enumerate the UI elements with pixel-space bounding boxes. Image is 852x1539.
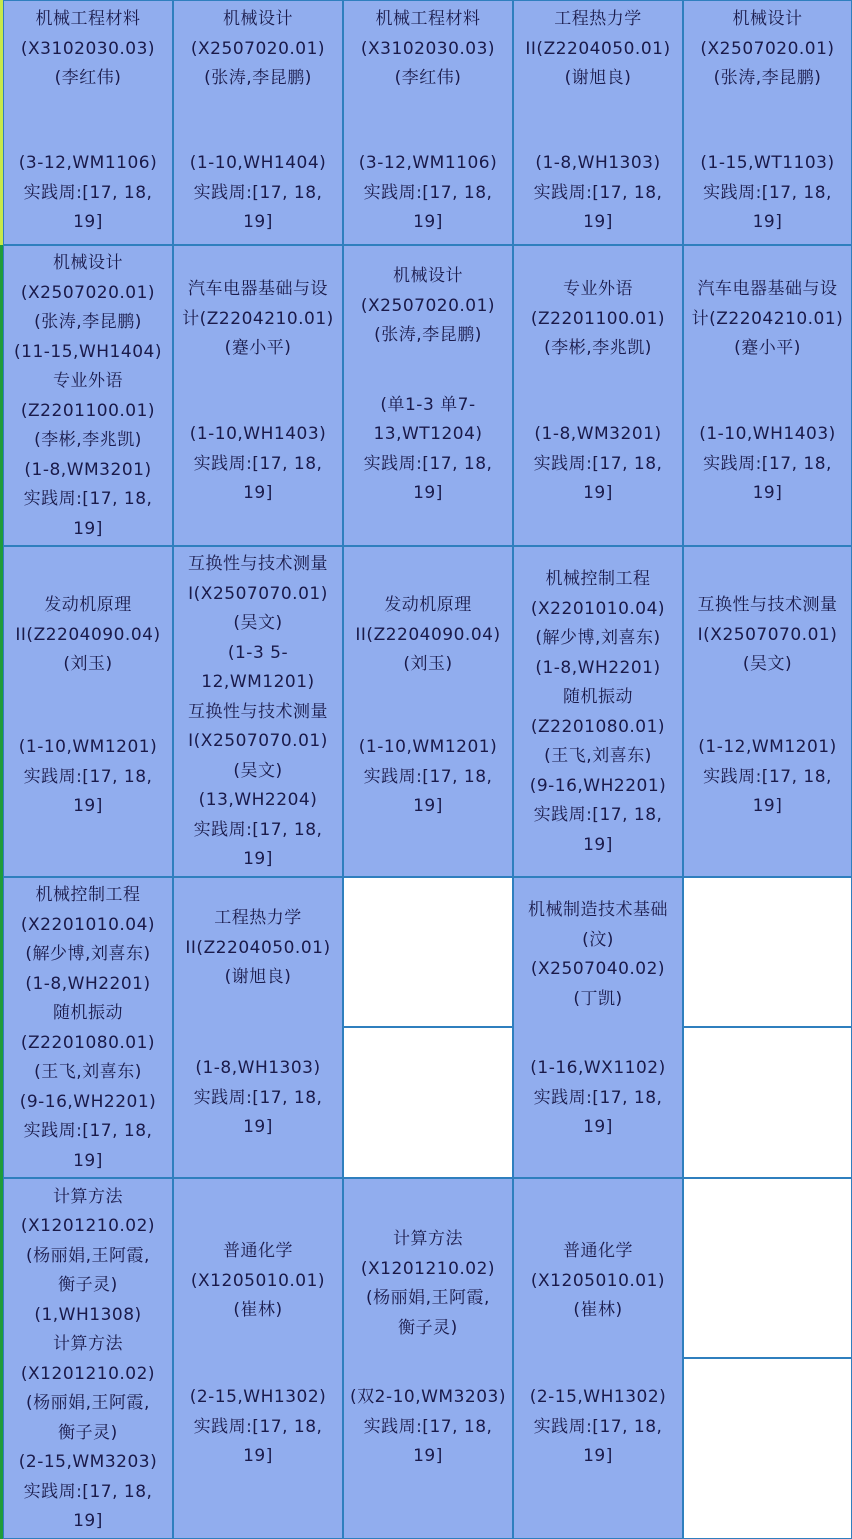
course-line: 实践周:[17, 18, [23,1481,153,1502]
course-line: (1-10,WM1201) [18,737,158,757]
course-line: (1-8,WH2201) [535,657,661,678]
course-line: (谢旭良) [224,967,292,987]
course-line: (X1205010.01) [530,1270,666,1291]
course-line: 衡子灵) [58,1422,118,1443]
course-line: (1,WH1308) [34,1304,142,1325]
course-line: 专业外语 [53,371,123,391]
course-line: (吴文) [742,654,793,674]
course-line: 实践周:[17, 18, [23,1121,153,1141]
course-line: (1-15,WT1103) [700,153,835,173]
course-line: (X3102030.03) [360,38,496,59]
course-cell[interactable] [3,0,173,245]
course-line: 计算方法 [53,1334,123,1354]
course-line: (X2201010.04) [20,914,156,935]
course-cell[interactable] [513,546,683,877]
course-line: 计算方法 [393,1229,463,1249]
course-line: (13,WH2204) [198,790,318,811]
course-line: (蹇小平) [734,338,801,358]
empty-slot[interactable] [683,877,852,1027]
course-line: (1-8,WH1303) [195,1058,321,1078]
course-cell[interactable] [173,245,343,546]
course-line: 实践周:[17, 18, [703,766,832,787]
course-line: (双2-10,WM3203) [350,1387,506,1407]
course-cell[interactable] [683,0,852,245]
course-line: (丁凯) [573,988,623,1009]
course-line: 19] [243,849,273,870]
course-line: 随机振动 [53,1003,123,1023]
course-line: 13,WT1204) [373,424,483,444]
course-line: 19] [583,212,613,232]
course-line: 19] [73,212,103,232]
course-line: (王飞,刘喜东) [34,1062,142,1082]
course-line: II(Z2204050.01) [525,38,671,59]
course-line: 实践周:[17, 18, [363,1416,493,1437]
empty-slot[interactable] [683,1358,852,1539]
course-cell[interactable] [683,546,852,877]
course-line: 发动机原理 [44,595,132,615]
course-line: 19] [413,796,443,816]
course-line: 实践周:[17, 18, [193,182,323,203]
course-cell[interactable] [3,1178,173,1539]
course-line: 19] [243,212,273,232]
course-line: 19] [243,483,273,503]
course-line: 实践周:[17, 18, [23,489,153,509]
course-line: 19] [413,483,443,503]
course-line: 19] [583,834,613,855]
course-line: (杨丽娟,王阿霞, [366,1288,490,1308]
course-line: 19] [73,1511,103,1531]
course-line: (X1201210.02) [20,1216,156,1236]
course-cell[interactable] [513,245,683,546]
course-line: 机械设计 [53,253,123,273]
course-line: (Z2201080.01) [20,1032,156,1053]
course-line: (张涛,李昆鹏) [204,68,312,88]
course-line: 机械控制工程 [545,569,651,589]
course-cell[interactable] [513,877,683,1178]
course-line: 普通化学 [223,1241,293,1261]
course-line: II(Z2204050.01) [185,937,331,958]
course-line: (杨丽娟,王阿霞, [26,1245,150,1266]
course-line: 19] [413,212,443,232]
course-line: 普通化学 [563,1241,633,1261]
course-line: 计(Z2204210.01) [182,308,334,329]
course-line: (X2507020.01) [700,38,835,59]
course-line: (李彬,李兆凯) [34,430,142,450]
course-line: (1-8,WM3201) [24,459,152,480]
course-cell[interactable] [173,546,343,877]
course-line: 机械工程材料 [375,9,481,29]
course-line: 19] [752,483,783,503]
course-line: (Z2201080.01) [530,716,666,737]
course-line: 实践周:[17, 18, [193,1087,323,1108]
course-line: 19] [243,1446,273,1466]
course-line: 实践周:[17, 18, [23,766,153,787]
course-line: (张涛,李昆鹏) [34,312,142,332]
course-line: (李红伟) [394,68,462,88]
course-line: (李彬,李兆凯) [544,338,652,358]
course-cell[interactable] [3,877,173,1178]
course-line: 机械制造技术基础 [528,900,668,920]
course-line: (1-10,WH1403) [699,424,836,444]
course-line: 实践周:[17, 18, [193,1416,323,1437]
course-line: 工程热力学 [214,908,302,928]
course-line: (1-10,WH1404) [189,153,327,173]
course-line: II(Z2204090.04) [15,624,161,645]
course-line: 实践周:[17, 18, [23,182,153,203]
course-line: (王飞,刘喜东) [544,746,652,766]
course-line: 19] [73,796,103,816]
course-line: (1-12,WM1201) [698,737,837,757]
course-line: 19] [243,1117,273,1137]
course-line: 计算方法 [53,1186,123,1207]
course-line: (X3102030.03) [20,38,156,59]
course-line: (刘玉) [63,654,113,674]
course-line: 19] [752,212,783,232]
course-line: (3-12,WM1106) [18,153,158,173]
course-line: 发动机原理 [384,595,472,615]
course-line: 汽车电器基础与设 [697,279,838,299]
course-line: 专业外语 [563,279,633,299]
course-line: (杨丽娟,王阿霞, [26,1393,150,1413]
course-cell[interactable] [513,0,683,245]
course-cell[interactable] [3,245,173,546]
course-line: 实践周:[17, 18, [533,805,663,825]
course-line: 19] [73,518,103,539]
course-line: 实践周:[17, 18, [703,453,832,474]
course-line: (崔林) [233,1300,283,1320]
course-line: (X2507020.01) [20,282,156,303]
course-line: 计(Z2204210.01) [691,308,844,329]
course-line: (1-8,WH2201) [25,973,151,994]
course-line: (X2201010.04) [530,598,666,619]
course-line: (1-10,WH1403) [189,424,327,444]
course-line: 实践周:[17, 18, [533,1087,663,1108]
course-line: (X2507020.01) [190,38,326,59]
course-line: (张涛,李昆鹏) [374,325,482,345]
course-line: 随机振动 [563,687,633,707]
course-line: (X2507020.01) [360,295,496,316]
course-line: I(X2507070.01) [188,583,328,604]
course-line: (2-15,WH1302) [529,1387,667,1407]
course-line: (X1201210.02) [360,1258,496,1279]
course-line: 19] [583,1446,613,1466]
course-cell[interactable] [513,1178,683,1539]
course-line: (1-10,WM1201) [358,737,498,757]
course-line: (Z2201100.01) [530,308,666,329]
course-line: II(Z2204090.04) [355,624,501,645]
course-line: 互换性与技术测量 [697,595,838,615]
course-line: 衡子灵) [58,1275,118,1295]
course-line: (1-8,WM3201) [534,424,662,444]
course-line: 互换性与技术测量 [188,701,328,722]
course-line: 19] [413,1446,443,1466]
course-cell[interactable] [343,245,513,546]
course-line: (汶) [582,929,614,950]
course-line: (2-15,WM3203) [18,1452,158,1472]
course-line: 机械工程材料 [35,9,141,29]
course-line: 19] [583,1117,613,1137]
course-line: (吴文) [233,613,283,634]
course-cell[interactable] [173,1178,343,1539]
course-line: 工程热力学 [554,9,642,29]
course-line: (吴文) [233,760,283,781]
course-line: (谢旭良) [564,68,632,88]
course-line: 实践周:[17, 18, [363,182,493,203]
course-cell[interactable] [343,546,513,877]
course-line: 互换性与技术测量 [188,554,328,575]
course-line: (11-15,WH1404) [14,341,162,362]
course-cell[interactable] [343,0,513,245]
course-line: (张涛,李昆鹏) [713,68,822,88]
empty-slot[interactable] [343,1027,513,1178]
course-line: 19] [752,796,783,816]
course-line: (3-12,WM1106) [358,153,498,173]
course-cell[interactable] [173,877,343,1178]
course-line: (X1205010.01) [190,1270,326,1291]
course-line: 实践周:[17, 18, [363,453,493,474]
empty-slot[interactable] [683,1027,852,1178]
course-line: (X1201210.02) [20,1363,156,1384]
course-line: I(X2507070.01) [188,731,328,752]
course-cell[interactable] [343,1178,513,1539]
course-line: (蹇小平) [224,338,292,358]
course-line: (崔林) [573,1300,623,1320]
course-line: 衡子灵) [398,1317,458,1338]
course-line: 实践周:[17, 18, [533,1416,663,1437]
course-line: (李红伟) [54,68,122,88]
course-line: (1-16,WX1102) [530,1058,666,1078]
course-cell[interactable] [683,245,852,546]
course-line: 机械控制工程 [35,885,141,905]
course-line: 实践周:[17, 18, [193,453,323,474]
course-line: 实践周:[17, 18, [533,453,663,474]
course-cell[interactable] [3,546,173,877]
course-line: 汽车电器基础与设 [188,279,328,299]
course-line: 机械设计 [393,266,463,286]
course-line: 机械设计 [732,9,803,29]
course-line: 实践周:[17, 18, [363,766,493,787]
course-line: 实践周:[17, 18, [193,819,323,840]
course-line: (Z2201100.01) [20,400,156,421]
course-line: (1-8,WH1303) [535,153,661,173]
course-line: 12,WM1201) [201,672,315,693]
course-line: (2-15,WH1302) [189,1387,327,1407]
course-line: 19] [73,1150,103,1171]
course-cell[interactable] [173,0,343,245]
course-line: (9-16,WH2201) [529,775,667,796]
empty-slot[interactable] [683,1178,852,1358]
empty-slot[interactable] [343,877,513,1027]
course-line: (X2507040.02) [530,959,666,979]
course-line: (解少博,刘喜东) [535,628,661,648]
course-line: (解少博,刘喜东) [25,944,151,964]
course-line: 实践周:[17, 18, [533,182,663,203]
course-line: (单1-3 单7- [380,394,476,415]
course-line: 机械设计 [223,9,293,29]
course-line: I(X2507070.01) [697,624,838,645]
course-line: 实践周:[17, 18, [703,182,832,203]
course-line: 19] [583,483,613,503]
course-line: (9-16,WH2201) [19,1091,157,1112]
course-line: (刘玉) [403,654,453,674]
course-line: (1-3 5- [227,642,289,663]
